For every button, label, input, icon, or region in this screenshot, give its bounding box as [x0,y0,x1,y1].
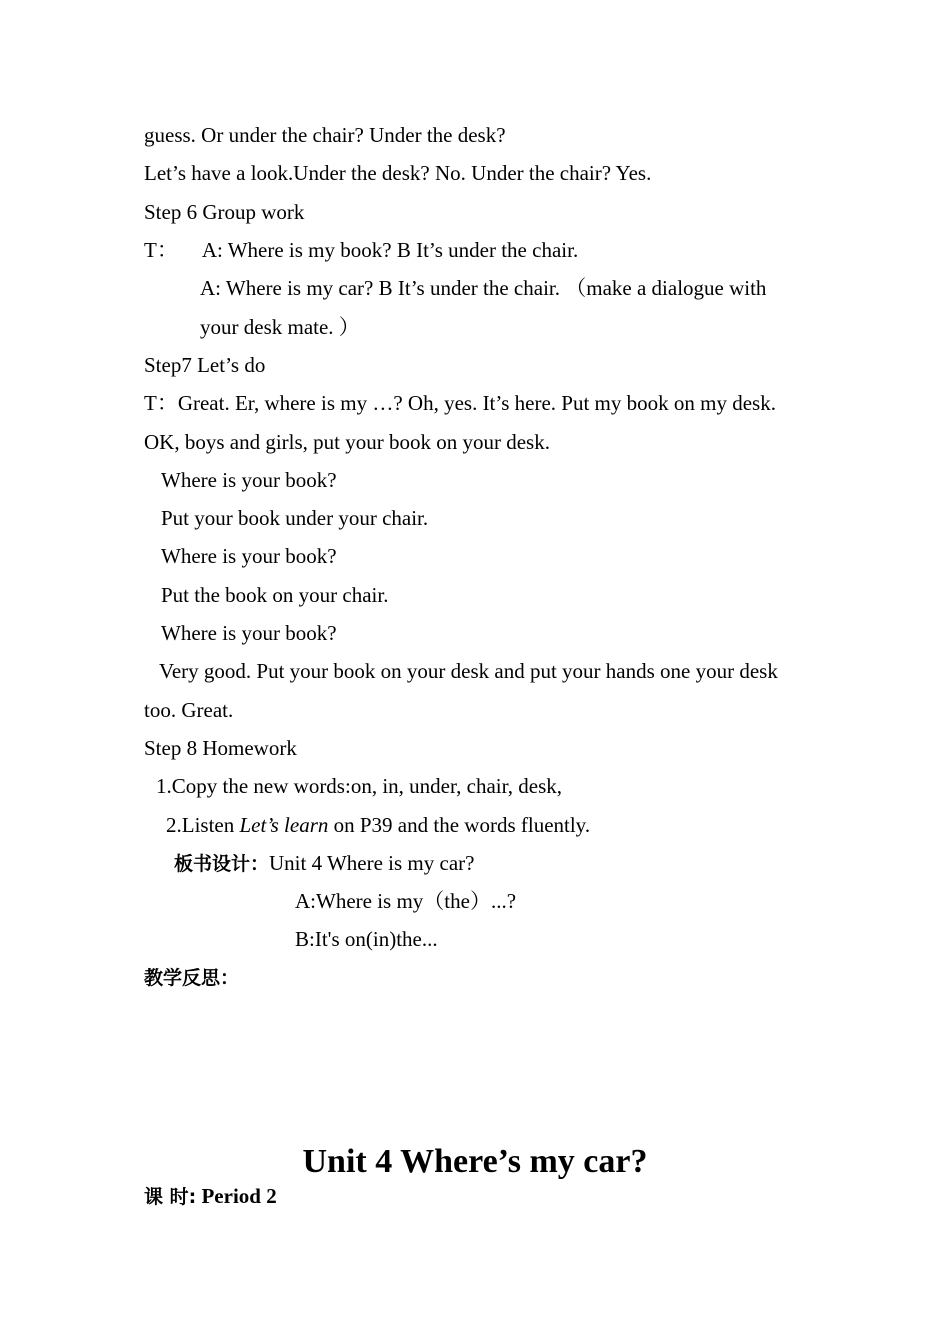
text-line: too. Great. [144,698,234,722]
text-line: Where is your book? [161,621,337,645]
period-line [144,1183,277,1210]
homework-text: on P39 and the words fluently. [328,813,591,837]
text-line: Very good. Put your book on your desk and put your hands one your desk [159,659,778,683]
speaker-label: T： [144,238,178,262]
text-line: Let’s have a look.Under the desk? No. Under the chair? Yes. [144,161,652,185]
text-line: Where is your book? [161,544,337,568]
homework-text: 2.Listen [166,813,240,837]
period-label: 课 时: [144,1186,197,1208]
board-line: A:Where is my（the）...? [295,889,517,913]
step-heading: Step 8 Homework [144,736,297,760]
homework-item: 1.Copy the new words:on, in, under, chair, desk, [156,774,562,798]
text-line: OK, boys and girls, put your book on your desk. [144,430,550,454]
period-value: Period 2 [196,1184,277,1208]
board-title: Unit 4 Where is my car? [269,851,475,875]
text-line: A: Where is my car? B It’s under the chair. （make a dialogue with [200,276,767,300]
section-title: Unit 4 Where’s my car? [302,1143,648,1180]
text-line: Put your book under your chair. [161,506,429,530]
text-line: T：Great. Er, where is my …? Oh, yes. It’s here. Put my book on my desk. [144,391,776,415]
board-line: B:It's on(in)the... [295,927,438,951]
step-heading: Step 6 Group work [144,200,305,224]
homework-italic-text: Let’s learn [239,813,329,837]
text-line: guess. Or under the chair? Under the desk? [144,123,506,147]
step-heading: Step7 Let’s do [144,353,266,377]
text-line: your desk mate. ） [200,315,360,339]
board-design-label: 板书设计： [174,853,270,875]
board-design [174,850,474,877]
text-line: Put the book on your chair. [161,583,389,607]
text-line [144,237,578,263]
reflection-label: 教学反思： [144,967,240,989]
text-line: Where is your book? [161,468,337,492]
dialogue-text: A: Where is my book? B It’s under the chair. [201,238,579,262]
homework-item [166,812,590,838]
